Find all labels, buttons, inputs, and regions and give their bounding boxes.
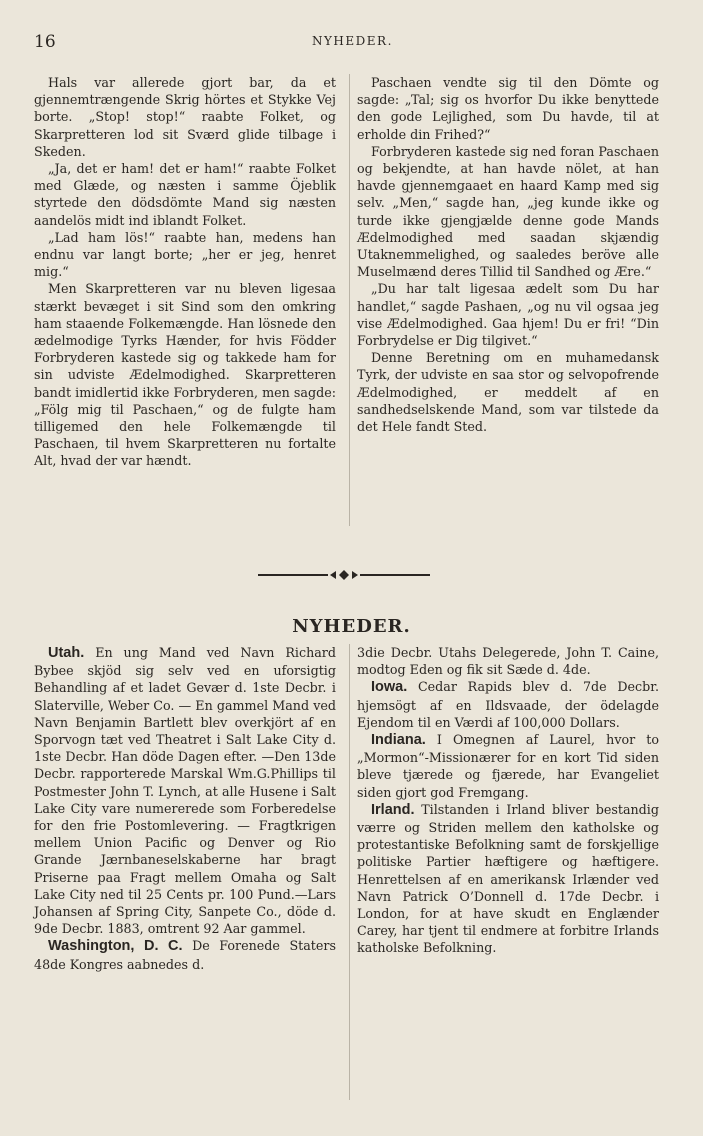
- paragraph: „Du har talt ligesaa ædelt som Du har handlet,“ sagde Pashaen, „og nu vil ogsaa jeg vise Ædelmodighed. Gaa hjem! Du er fri! “Din Forbrydelse er Dig tilgivet.“: [357, 281, 659, 349]
- news-right-column: [357, 644, 659, 957]
- news-entry-place: Irland.: [371, 801, 415, 818]
- news-entry-text: Cedar Rapids blev d. 7de Decbr. hjemsögt af en Ildsvaade, der ödelagde Ejendom til en Værdi af 100,000 Dollars.: [357, 679, 659, 730]
- news-entry: [357, 644, 659, 678]
- news-entry: [357, 678, 659, 731]
- news-entry-place: Indiana.: [371, 732, 426, 749]
- ornament-divider: [258, 569, 430, 581]
- page-number: 16: [34, 32, 56, 52]
- news-entry-place: Utah.: [48, 645, 85, 661]
- news-entry: [357, 731, 659, 801]
- news-entry-text: En ung Mand ved Navn Richard Bybee skjöd sig selv ved en uforsigtig Behandling af et ladet Gevær d. 1ste Decbr. i Slaterville, Weber Co. — En gammel Mand ved Navn Benjamin Bartlett blev overkjört af en Sporvogn tæt ved Theatret i Salt Lake City d. 1ste Decbr. Han döde Dagen efter. —Den 13de Decbr. rapporterede Marskal Wm.G.Phillips til Postmester John T. Lynch, at alle Husene i Salt Lake City vare numererede som Forberedelse for den frie Postomlevering. — Fragtkrigen mellem Union Pacific og Denver og Rio Grande Jærnbaneselskaberne har bragt Priserne paa Fragt mellem Omaha og Salt Lake City ned til 25 Cents pr. 100 Pund.—Lars Johansen af Spring City, Sanpete Co., döde d. 9de Decbr. 1883, omtrent 92 Aar gammel.: [34, 645, 336, 937]
- story-right-column: [357, 74, 659, 435]
- news-entry-text: 3die Decbr. Utahs Delegerede, John T. Caine, modtog Eden og fik sit Sæde d. 4de.: [357, 645, 659, 678]
- paragraph: „Ja, det er ham! det er ham!“ raabte Folket med Glæde, og næsten i samme Öjeblik styrtede den dödsdömte Mand sig næsten aandelös midt ind iblandt Folket.: [34, 161, 336, 228]
- news-entry-text: Tilstanden i Irland bliver bestandig værre og Striden mellem den katholske og protestantiske Befolkning samt de forskjellige politiske Partier hæftigere og hæftigere. Henrettelsen af en amerikansk Irlænder ved Navn Patrick O’Donnell d. 17de Decbr. i London, for at have skudt en Englænder Carey, har tjent til endmere at forbitre Irlands katholske Befolkning.: [357, 801, 659, 956]
- news-entry: [357, 801, 659, 957]
- paragraph: Denne Beretning om en muhamedansk Tyrk, der udviste en saa stor og selvopofrende Ædelmodighed, er meddelt af en sandhedselskende Mand, som var tilstede da det Hele fandt Sted.: [357, 350, 659, 435]
- column-divider-top: [349, 74, 350, 526]
- story-left-column: [34, 74, 336, 470]
- news-entry: [34, 644, 336, 937]
- news-entry-place: Washington, D. C.: [48, 938, 183, 955]
- running-head: NYHEDER.: [312, 34, 393, 48]
- paragraph: „Lad ham lös!“ raabte han, medens han endnu var langt borte; „her er jeg, henret mig.“: [34, 229, 336, 280]
- news-entry-text: De Forenede Staters 48de Kongres aabnedes d.: [34, 938, 336, 972]
- section-title: NYHEDER.: [292, 616, 411, 637]
- paragraph: Forbryderen kastede sig ned foran Paschaen og bekjendte, at han havde nölet, at han havde gjennemgaaet en haard Kamp med sig selv. „Men,“ sagde han, „jeg kunde ikke og turde ikke gjengjælde denne gode Mands Ædelmodighed med saadan skjændig Utaknemmelighed, og saaledes beröve alle Muselmænd deres Tillid til Sandhed og Ære.“: [357, 143, 659, 280]
- news-entry-text: I Omegnen af Laurel, hvor to „Mormon“-Missionærer for en kort Tid siden bleve tjærede og fjærede, har Evangeliet siden gjort god Fremgang.: [357, 732, 659, 800]
- news-left-column: [34, 644, 336, 973]
- news-entry: [34, 937, 336, 972]
- column-divider-bottom: [349, 644, 350, 1100]
- news-entry-place: Iowa.: [371, 679, 408, 696]
- paragraph: Paschaen vendte sig til den Dömte og sagde: „Tal; sig os hvorfor Du ikke benyttede den gode Lejlighed, som Du havde, til at erholde din Frihed?“: [357, 75, 659, 142]
- paragraph: Hals var allerede gjort bar, da et gjennemtrængende Skrig hörtes et Stykke Vej borte. „Stop! stop!“ raabte Folket, og Skarpretteren lod sit Sværd glide tilbage i Skeden.: [34, 75, 336, 159]
- paragraph: Men Skarpretteren var nu bleven ligesaa stærkt bevæget i sit Sind som den omkring ham staaende Folkemængde. Han lösnede den ædelmodige Tyrks Hænder, for hvis Födder Forbryderen kastede sig og takkede ham for sin udviste Ædelmodighed. Skarpretteren bandt imidlertid ikke Forbryderen, men sagde: „Fölg mig til Paschaen,“ og de fulgte ham tilligemed den hele Folkemængde til Paschaen, til hvem Skarpretteren nu fortalte Alt, hvad der var hændt.: [34, 281, 336, 469]
